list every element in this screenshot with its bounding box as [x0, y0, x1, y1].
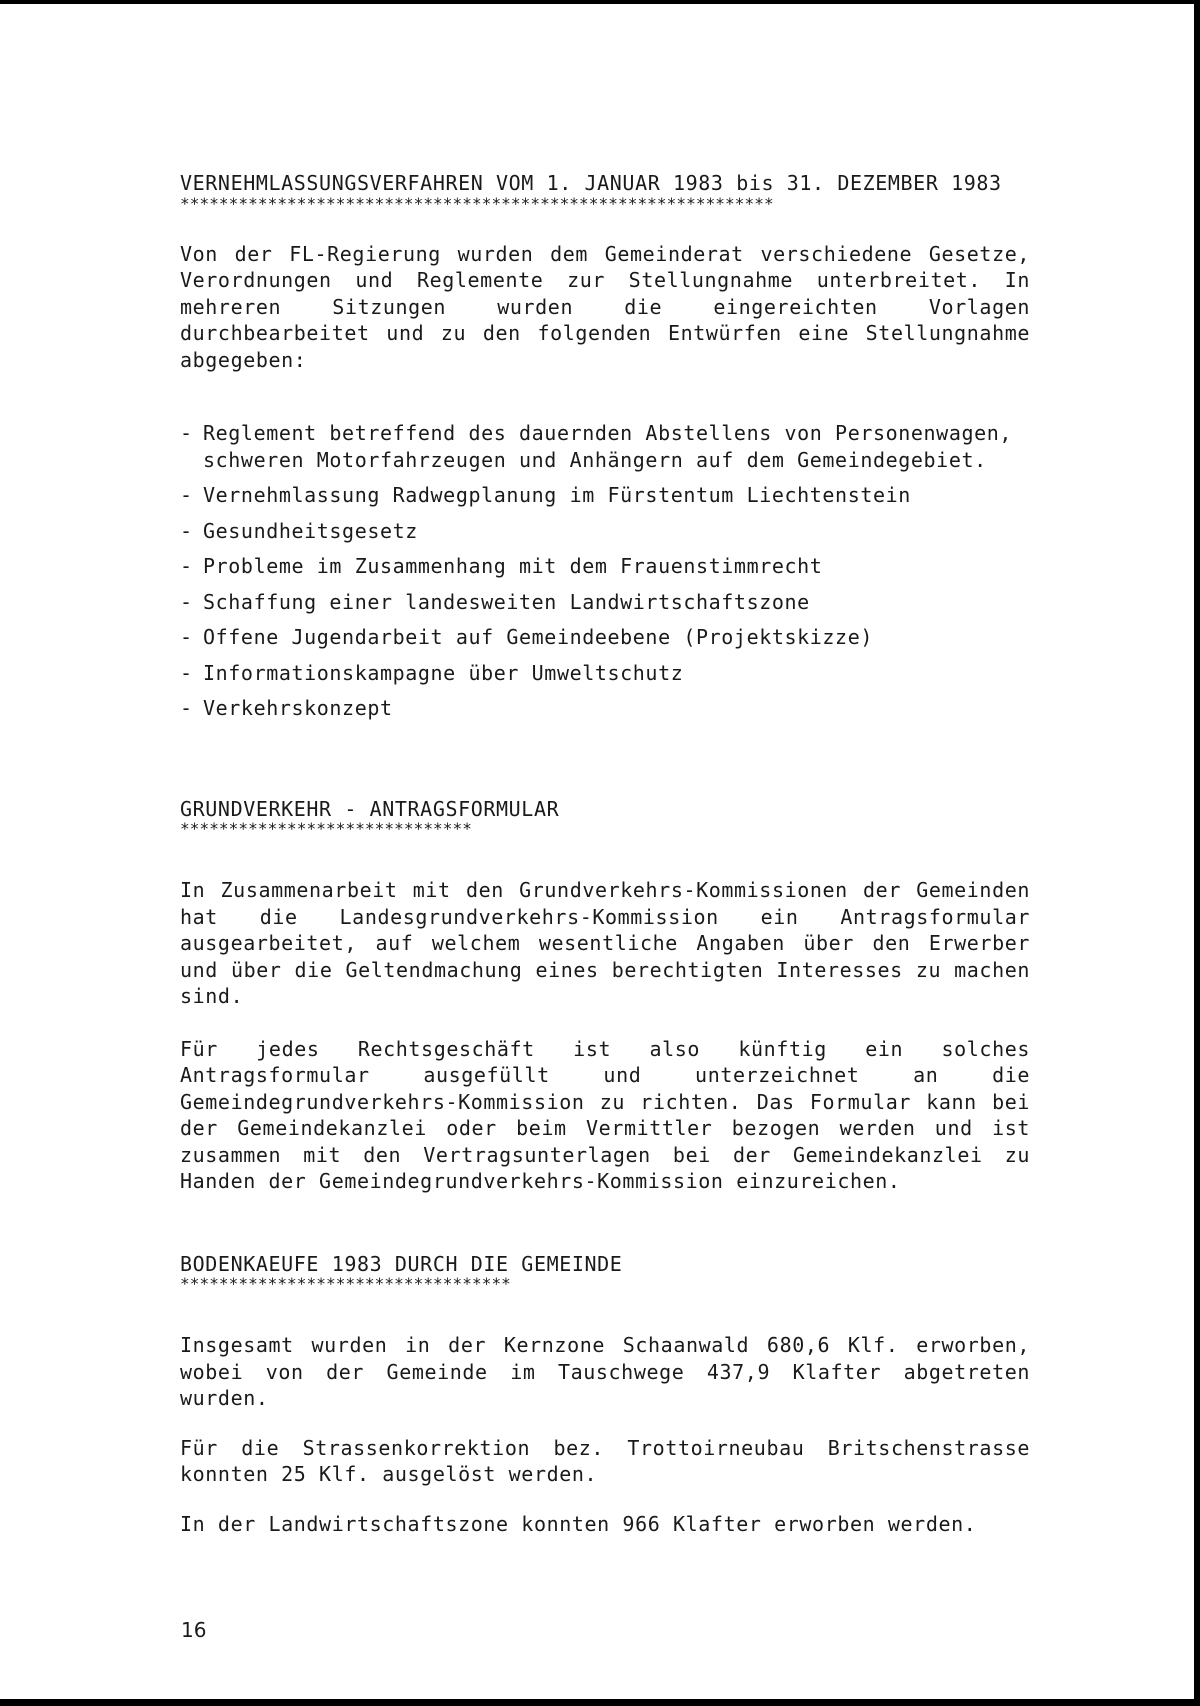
list-item: - Verkehrskonzept [180, 696, 393, 720]
page-number: 16 [181, 1618, 207, 1642]
heading-asterisk-rule: ****************************** [180, 819, 472, 838]
section-heading-bodenkaeufe: BODENKAEUFE 1983 DURCH DIE GEMEINDE [180, 1251, 623, 1276]
bodenkaeufe-paragraph-2: Für die Strassenkorrektion bez. Trottoirneubau Britschenstrasse konnten 25 Klf. ausgelöst werden. [180, 1435, 1030, 1486]
list-item: - Probleme im Zusammenhang mit dem Frauenstimmrecht [180, 554, 823, 578]
heading-asterisk-rule: ************************************************************* [180, 193, 774, 213]
section-heading-grundverkehr: GRUNDVERKEHR - ANTRAGSFORMULAR [180, 796, 560, 821]
list-item: - Reglement betreffend des dauernden Abstellens von Personenwagen, schweren Motorfahrzeugen und Anhängern auf dem Gemeindegebiet. [180, 421, 1013, 472]
list-item: - Schaffung einer landesweiten Landwirtschaftszone [180, 589, 810, 614]
section-heading-vernehmlassung: VERNEHMLASSUNGSVERFAHREN VOM 1. JANUAR 1983 bis 31. DEZEMBER 1983 [180, 171, 1002, 195]
list-item: - Informationskampagne über Umweltschutz [180, 660, 684, 685]
bodenkaeufe-paragraph-3: In der Landwirtschaftszone konnten 966 Klafter erworben werden. [180, 1511, 977, 1536]
grundverkehr-paragraph-1: In Zusammenarbeit mit den Grundverkehrs-Kommissionen der Gemeinden hat die Landesgrundverkehrs-Kommission ein Antragsformular ausgearbeitet, auf welchem wesentliche Angaben über den Erwerber und über die Geltendmachung eines berechtigten Interesses zu machen sind. [180, 878, 1030, 1008]
list-item: - Vernehmlassung Radwegplanung im Fürstentum Liechtenstein [180, 483, 911, 507]
list-item: - Gesundheitsgesetz [180, 518, 418, 543]
bodenkaeufe-paragraph-1: Insgesamt wurden in der Kernzone Schaanwald 680,6 Klf. erworben, wobei von der Gemeinde im Tauschwege 437,9 Klafter abgetreten wurden. [180, 1333, 1030, 1410]
heading-asterisk-rule: ********************************** [180, 1274, 511, 1293]
intro-paragraph: Von der FL-Regierung wurden dem Gemeinderat verschiedene Gesetze, Verordnungen und Reglemente zur Stellungnahme unterbreitet. In mehreren Sitzungen wurden die eingereichten Vorlagen durchbearbeitet und zu den folgenden Entwürfen eine Stellungnahme abgegeben: [180, 241, 1030, 372]
consultation-list [180, 420, 1030, 722]
document-page [180, 170, 1030, 1537]
grundverkehr-paragraph-2: Für jedes Rechtsgeschäft ist also künftig ein solches Antragsformular ausgefüllt und unterzeichnet an die Gemeindegrundverkehrs-Kommission zu richten. Das Formular kann bei der Gemeindekanzlei oder beim Vermittler bezogen werden und ist zusammen mit den Vertragsunterlagen bei der Gemeindekanzlei zu Handen der Gemeindegrundverkehrs-Kommission einzureichen. [180, 1036, 1030, 1193]
list-item: - Offene Jugendarbeit auf Gemeindeebene (Projektskizze) [180, 625, 873, 649]
